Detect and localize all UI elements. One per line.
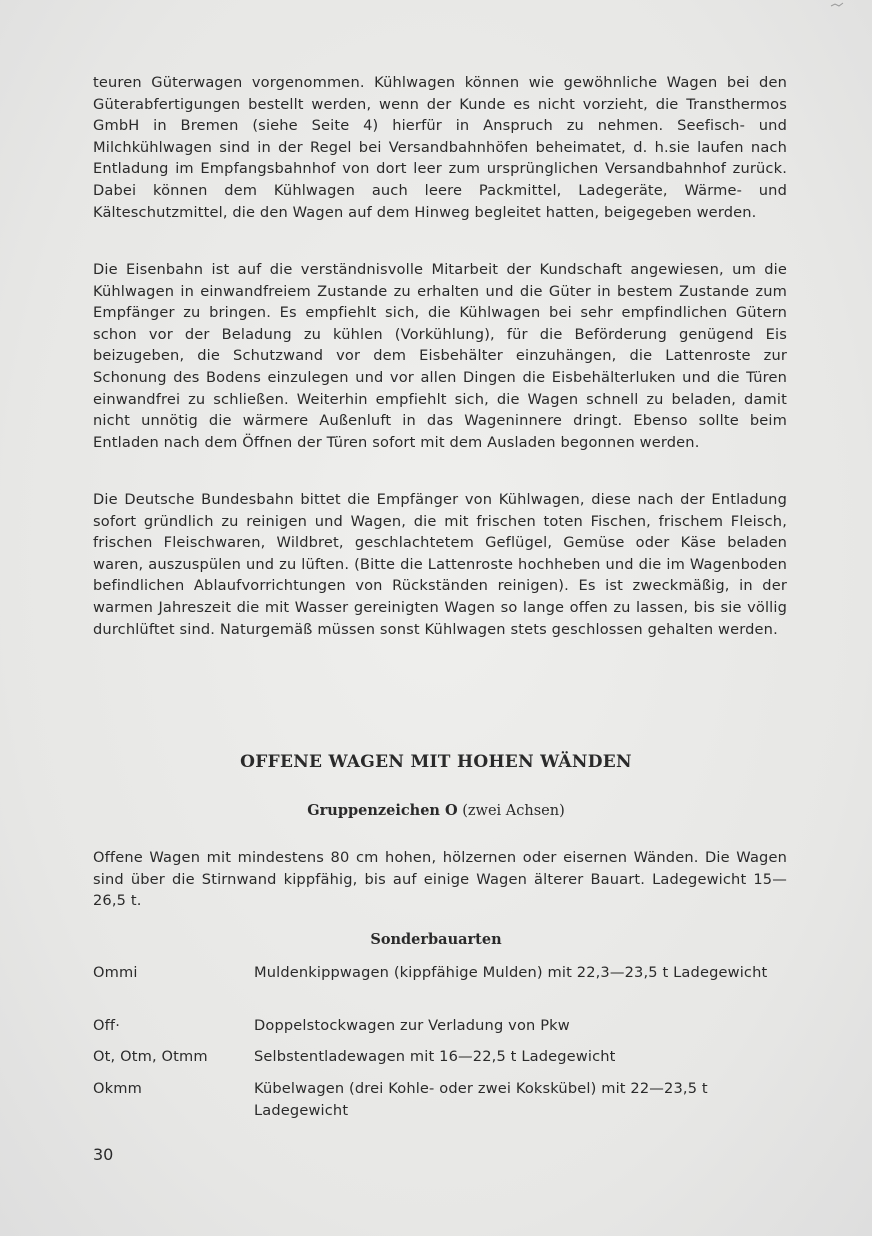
group-label: Gruppenzeichen O xyxy=(307,802,458,819)
special-type-code: Off· xyxy=(93,1017,121,1034)
special-type-description: Selbstentladewagen mit 16—22,5 t Ladegewicht xyxy=(254,1048,616,1065)
special-type-description: Muldenkippwagen (kippfähige Mulden) mit 22,3—23,5 t Ladegewicht xyxy=(254,964,768,981)
group-subheading xyxy=(0,802,872,819)
special-types-heading: Sonderbauarten xyxy=(370,931,502,948)
section-description: Offene Wagen mit mindestens 80 cm hohen, hölzernen oder eisernen Wänden. Die Wagen sind über die Stirnwand kippfähig, bis auf einige Wagen älterer Bauart. Ladegewicht 15—26,5 t. xyxy=(93,849,787,910)
scan-mark xyxy=(830,2,844,8)
special-type-description: Doppelstockwagen zur Verladung von Pkw xyxy=(254,1017,570,1034)
paragraph-refrigerated-wagons: teuren Güterwagen vorgenommen. Kühlwagen können wie gewöhnliche Wagen bei den Güterabfertigungen bestellt werden, wenn der Kunde es nicht vorzieht, die Transthermos GmbH in Bremen (siehe Seite 4) hierfür in Anspruch zu nehmen. Seefisch- und Milchkühlwagen sind in der Regel bei Versandbahnhöfen beheimatet, d. h.sie laufen nach Entladung im Empfangsbahnhof von dort leer zum ursprünglichen Versandbahnhof zurück. Dabei können dem Kühlwagen auch leere Packmittel, Ladegeräte, Wärme- und Kälteschutzmittel, die den Wagen auf dem Hinweg begleitet hatten, beigegeben werden. xyxy=(93,74,787,221)
group-note: (zwei Achsen) xyxy=(462,803,565,819)
special-type-code: Ot, Otm, Otmm xyxy=(93,1048,208,1065)
section-title: OFFENE WAGEN MIT HOHEN WÄNDEN xyxy=(240,752,632,772)
page-number: 30 xyxy=(93,1145,114,1164)
special-type-code: Ommi xyxy=(93,964,138,981)
special-type-description: Kübelwagen (drei Kohle- oder zwei Kokskübel) mit 22—23,5 t Ladegewicht xyxy=(254,1080,708,1119)
paragraph-cleaning-request: Die Deutsche Bundesbahn bittet die Empfänger von Kühlwagen, diese nach der Entladung sofort gründlich zu reinigen und Wagen, die mit frischen toten Fischen, frischem Fleisch, frischen Fleischwaren, Wildbret, geschlachtetem Geflügel, Gemüse oder Käse beladen waren, auszuspülen und zu lüften. (Bitte die Lattenroste hochheben und die im Wagenboden befindlichen Ablaufvorrichtungen von Rückständen reinigen). Es ist zweckmäßig, in der warmen Jahreszeit die mit Wasser gereinigten Wagen so lange offen zu lassen, bis sie völlig durchlüftet sind. Naturgemäß müssen sonst Kühlwagen stets geschlossen gehalten werden. xyxy=(93,491,787,638)
paragraph-customer-cooperation: Die Eisenbahn ist auf die verständnisvolle Mitarbeit der Kundschaft angewiesen, um die Kühlwagen in einwandfreiem Zustande zu erhalten und die Güter in bestem Zustande zum Empfänger zu bringen. Es empfiehlt sich, die Kühlwagen bei sehr empfindlichen Gütern schon vor der Beladung zu kühlen (Vorkühlung), für die Beförderung genügend Eis beizugeben, die Schutzwand vor dem Eisbehälter einzuhängen, die Lattenroste zur Schonung des Bodens einzulegen und vor allen Dingen die Eisbehälterluken und die Türen einwandfrei zu schließen. Weiterhin empfiehlt sich, die Wagen schnell zu beladen, damit nicht unnötig die wärmere Außenluft in das Wageninnere dringt. Ebenso sollte beim Entladen nach dem Öffnen der Türen sofort mit dem Ausladen begonnen werden. xyxy=(93,261,787,451)
special-type-code: Okmm xyxy=(93,1080,142,1097)
